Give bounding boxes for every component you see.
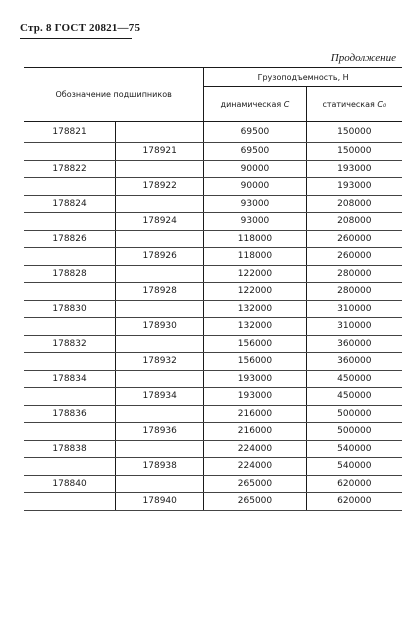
dynamic-load-cell: 69500 [204,143,306,161]
table-body [24,122,402,511]
dynamic-load-cell: 93000 [204,213,306,231]
table-row [24,122,402,143]
designation-narrow-cell [24,493,116,511]
designation-wide-cell [116,122,204,143]
table-row [24,388,402,406]
dynamic-load-cell: 265000 [204,475,306,493]
static-load-cell: 360000 [306,335,402,353]
designation-narrow-cell [24,213,116,231]
static-load-cell: 150000 [306,122,402,143]
table-row [24,493,402,511]
designation-wide-cell: 178938 [116,458,204,476]
table-row [24,248,402,266]
table-row [24,335,402,353]
dynamic-load-cell: 90000 [204,160,306,178]
dynamic-load-cell: 69500 [204,122,306,143]
static-load-cell: 280000 [306,283,402,301]
designation-narrow-cell: 178832 [24,335,116,353]
designation-narrow-cell [24,458,116,476]
table-row [24,370,402,388]
dynamic-load-cell: 216000 [204,423,306,441]
designation-narrow-cell [24,178,116,196]
dynamic-load-cell: 265000 [204,493,306,511]
dynamic-load-cell: 224000 [204,440,306,458]
table-row [24,178,402,196]
table-row [24,213,402,231]
designation-narrow-cell: 178822 [24,160,116,178]
static-load-cell: 450000 [306,370,402,388]
dynamic-load-cell: 90000 [204,178,306,196]
dynamic-load-cell: 132000 [204,318,306,336]
static-load-cell: 310000 [306,300,402,318]
static-load-cell: 500000 [306,405,402,423]
designation-wide-cell: 178930 [116,318,204,336]
dynamic-load-cell: 193000 [204,388,306,406]
designation-wide-cell: 178940 [116,493,204,511]
static-load-cell: 540000 [306,458,402,476]
designation-wide-cell [116,160,204,178]
table-row [24,405,402,423]
designation-wide-cell [116,300,204,318]
header-rule [20,38,132,39]
designation-wide-cell [116,440,204,458]
dynamic-load-cell: 122000 [204,265,306,283]
designation-narrow-cell: 178821 [24,122,116,143]
designation-wide-cell: 178928 [116,283,204,301]
designation-narrow-cell: 178840 [24,475,116,493]
designation-wide-cell: 178921 [116,143,204,161]
header-dynamic-label: динамическая [220,99,282,109]
designation-narrow-cell [24,423,116,441]
static-load-cell: 360000 [306,353,402,371]
header-static [306,87,402,122]
designation-wide-cell [116,195,204,213]
dynamic-load-cell: 224000 [204,458,306,476]
dynamic-load-cell: 122000 [204,283,306,301]
table-row [24,195,402,213]
static-load-cell: 193000 [306,160,402,178]
static-load-cell: 310000 [306,318,402,336]
designation-wide-cell: 178924 [116,213,204,231]
static-load-cell: 450000 [306,388,402,406]
table-row [24,318,402,336]
designation-narrow-cell [24,283,116,301]
dynamic-load-cell: 93000 [204,195,306,213]
table-row [24,143,402,161]
table-row [24,440,402,458]
table-row [24,423,402,441]
static-load-cell: 193000 [306,178,402,196]
header-load-capacity: Грузоподъемность, Н [204,68,402,87]
static-load-cell: 540000 [306,440,402,458]
table-row [24,160,402,178]
bearing-load-table [24,67,402,511]
designation-narrow-cell [24,388,116,406]
designation-wide-cell [116,265,204,283]
dynamic-load-cell: 216000 [204,405,306,423]
designation-wide-cell [116,370,204,388]
header-designation: Обозначение подшипников [24,68,204,122]
static-load-cell: 150000 [306,143,402,161]
designation-narrow-cell [24,318,116,336]
static-load-cell: 260000 [306,230,402,248]
header-static-symbol: C₀ [377,99,387,109]
header-dynamic-symbol: C [283,99,290,109]
designation-narrow-cell: 178824 [24,195,116,213]
static-load-cell: 500000 [306,423,402,441]
designation-wide-cell [116,405,204,423]
designation-wide-cell [116,335,204,353]
table-row [24,353,402,371]
designation-narrow-cell: 178828 [24,265,116,283]
continuation-label: Продолжение [330,52,396,64]
designation-narrow-cell: 178834 [24,370,116,388]
designation-wide-cell: 178932 [116,353,204,371]
designation-wide-cell [116,475,204,493]
dynamic-load-cell: 156000 [204,353,306,371]
dynamic-load-cell: 132000 [204,300,306,318]
designation-wide-cell: 178922 [116,178,204,196]
dynamic-load-cell: 118000 [204,230,306,248]
designation-narrow-cell: 178838 [24,440,116,458]
designation-narrow-cell [24,143,116,161]
header-dynamic [204,87,306,122]
designation-narrow-cell [24,353,116,371]
designation-narrow-cell [24,248,116,266]
header-static-label: статическая [322,99,375,109]
dynamic-load-cell: 118000 [204,248,306,266]
table-row [24,230,402,248]
designation-wide-cell [116,230,204,248]
static-load-cell: 620000 [306,475,402,493]
designation-narrow-cell: 178826 [24,230,116,248]
static-load-cell: 260000 [306,248,402,266]
designation-narrow-cell: 178836 [24,405,116,423]
table-row [24,458,402,476]
static-load-cell: 208000 [306,195,402,213]
table-row [24,283,402,301]
static-load-cell: 280000 [306,265,402,283]
table-row [24,300,402,318]
table-row [24,265,402,283]
dynamic-load-cell: 193000 [204,370,306,388]
designation-wide-cell: 178926 [116,248,204,266]
dynamic-load-cell: 156000 [204,335,306,353]
static-load-cell: 620000 [306,493,402,511]
page-header: Стр. 8 ГОСТ 20821—75 [20,22,141,34]
designation-wide-cell: 178934 [116,388,204,406]
designation-wide-cell: 178936 [116,423,204,441]
table-row [24,475,402,493]
designation-narrow-cell: 178830 [24,300,116,318]
static-load-cell: 208000 [306,213,402,231]
